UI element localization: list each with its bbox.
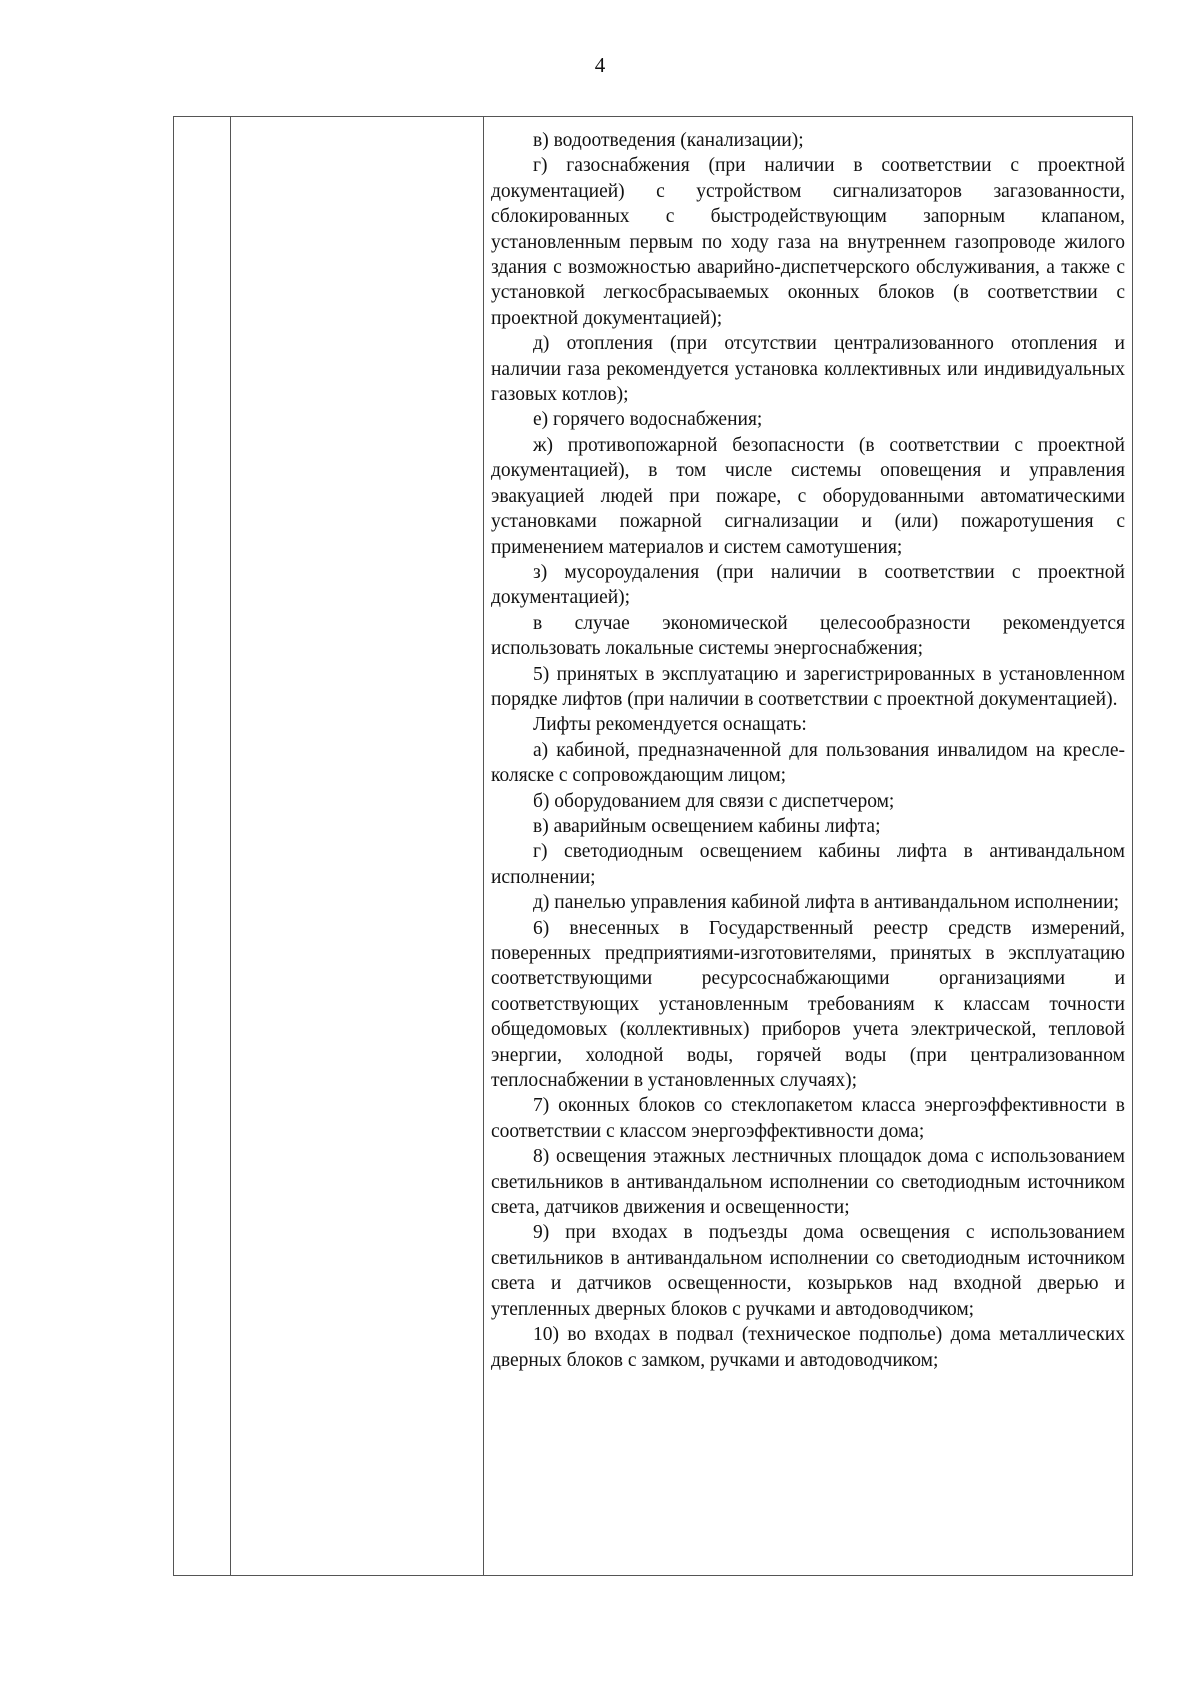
table-column-divider bbox=[483, 117, 484, 1575]
paragraph: 7) оконных блоков со стеклопакетом класса энергоэффективности в соответствии с классом энергоэффективности дома; bbox=[491, 1095, 1125, 1142]
paragraph: е) горячего водоснабжения; bbox=[533, 409, 763, 431]
paragraph: 9) при входах в подъезды дома освещения с использованием светильников в антивандальном исполнении со светодиодным источником света и датчиков освещенности, козырьков над входной дверью и утепленных дверных блоков с ручками и автодоводчиком; bbox=[491, 1222, 1125, 1320]
paragraph: ж) противопожарной безопасности (в соответствии с проектной документацией), в том числе системы оповещения и управления эвакуацией людей при пожаре, с оборудованными автоматическими установками пожарной сигнализации и (или) пожаротушения с применением материалов и систем самотушения; bbox=[491, 434, 1125, 558]
paragraph: в) водоотведения (канализации); bbox=[533, 130, 804, 151]
table-text-cell bbox=[491, 128, 1125, 1373]
paragraph: д) отопления (при отсутствии централизованного отопления и наличии газа рекомендуется установка коллективных или индивидуальных газовых котлов); bbox=[491, 333, 1125, 406]
paragraph: б) оборудованием для связи с диспетчером; bbox=[533, 790, 895, 812]
paragraph: д) панелью управления кабиной лифта в антивандальном исполнении; bbox=[533, 892, 1120, 914]
paragraph: 6) внесенных в Государственный реестр средств измерений, поверенных предприятиями-изготовителями, принятых в эксплуатацию соответствующими ресурсоснабжающими организациями и соответствующих установленным требованиям к классам точности общедомовых (коллективных) приборов учета электрической, тепловой энергии, холодной воды, горячей воды (при централизованном теплоснабжении в установленных случаях); bbox=[491, 917, 1125, 1092]
paragraph: а) кабиной, предназначенной для пользования инвалидом на кресле-коляске с сопровождающим лицом; bbox=[491, 739, 1125, 787]
paragraph: Лифты рекомендуется оснащать: bbox=[533, 714, 807, 736]
paragraph: г) газоснабжения (при наличии в соответствии с проектной документацией) с устройством сигнализаторов загазованности, сблокированных с быстродействующим запорным клапаном, установленным первым по ходу газа на внутреннем газопроводе жилого здания с возможностью аварийно-диспетчерского обслуживания, а также с установкой легкосбрасываемых оконных блоков (в соответствии с проектной документацией); bbox=[491, 155, 1125, 329]
paragraph: в) аварийным освещением кабины лифта; bbox=[533, 815, 881, 837]
table-column-divider bbox=[230, 117, 231, 1575]
page-number: 4 bbox=[594, 53, 606, 77]
paragraph: 5) принятых в эксплуатацию и зарегистрированных в установленном порядке лифтов (при наличии в соответствии с проектной документацией). bbox=[491, 663, 1125, 710]
document-table bbox=[173, 116, 1133, 1576]
paragraph: 10) во входах в подвал (техническое подполье) дома металлических дверных блоков с замком, ручками и автодоводчиком; bbox=[491, 1324, 1125, 1371]
paragraph: 8) освещения этажных лестничных площадок дома с использованием светильников в антивандальном исполнении со светодиодным источником света, датчиков движения и освещенности; bbox=[491, 1146, 1125, 1219]
paragraph: г) светодиодным освещением кабины лифта в антивандальном исполнении; bbox=[491, 841, 1125, 888]
paragraph: з) мусороудаления (при наличии в соответствии с проектной документацией); bbox=[491, 561, 1125, 609]
paragraph: в случае экономической целесообразности рекомендуется использовать локальные системы энергоснабжения; bbox=[491, 612, 1125, 660]
